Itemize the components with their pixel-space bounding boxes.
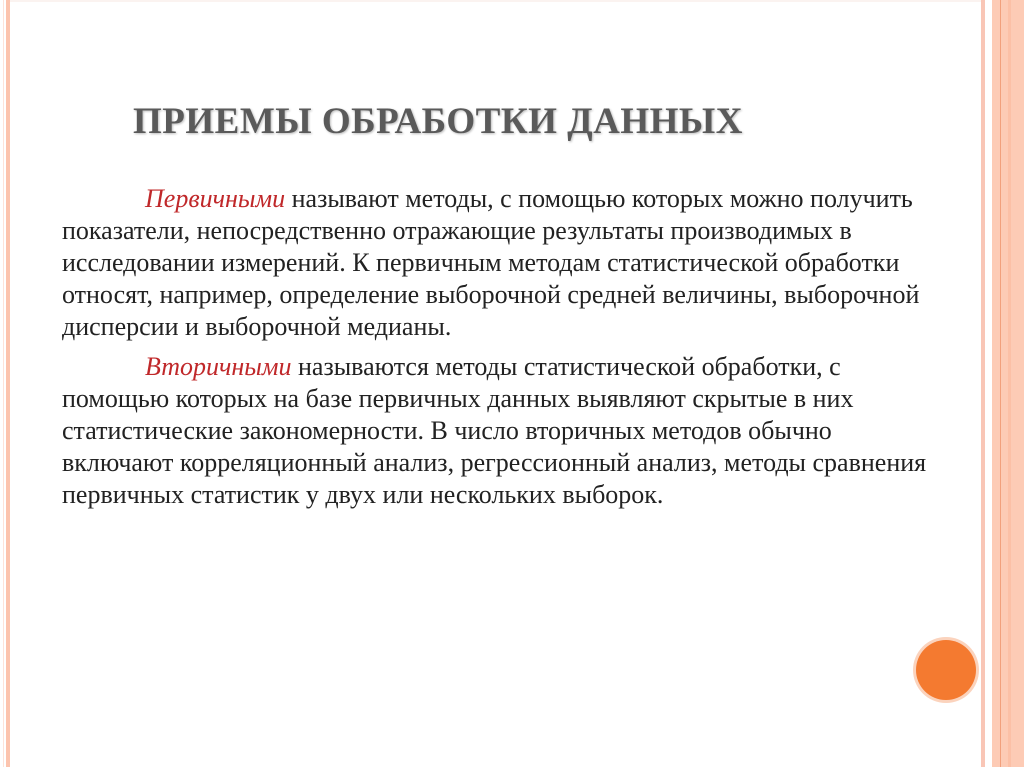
paragraph-primary: [62, 183, 942, 343]
top-border-line: [10, 0, 981, 2]
left-border-stripe: [6, 0, 10, 767]
right-border-line: [1000, 0, 1001, 767]
slide-title: ПРИЕМЫ ОБРАБОТКИ ДАННЫХ: [133, 101, 743, 142]
decorative-circle: [916, 640, 976, 700]
paragraph-secondary: [62, 351, 942, 511]
paragraph-text: называются методы статистической обработки, с помощью которых на базе первичных данных выявляют скрытые в них статистические закономерности. В число вторичных методов обычно включают корреляционный анализ, регрессионный анализ, методы сравнения первичных статистик у двух или нескольких выборок.: [62, 352, 927, 509]
right-border-line: [1008, 0, 1011, 767]
term-primary: Первичными: [145, 184, 286, 213]
term-secondary: Вторичными: [145, 352, 292, 381]
right-border-stripe: [981, 0, 985, 767]
slide-body: [62, 183, 942, 519]
paragraph-text: называют методы, с помощью которых можно получить показатели, непосредственно отражающие результаты производимых в исследовании измерений. К первичным методам статистической обработки относят, например, определение выборочной средней величины, выборочной дисперсии и выборочной медианы.: [62, 184, 920, 341]
left-border-stripe: [3, 0, 4, 767]
